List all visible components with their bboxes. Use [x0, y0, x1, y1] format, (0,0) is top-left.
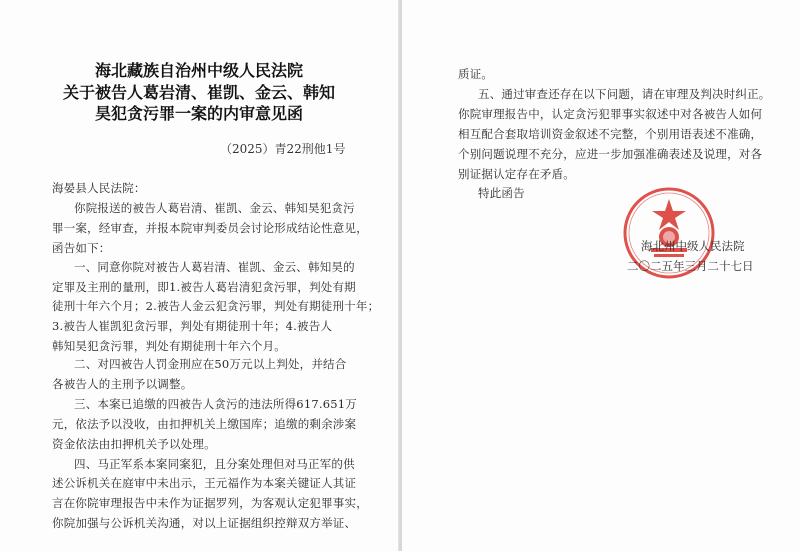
body-line: 3.被告人崔凯犯贪污罪，判处有期徒刑十年；4.被告人 [52, 319, 333, 333]
body-line: 罪一案，经审查，并报本院审判委员会讨论形成结论性意见， [52, 221, 368, 235]
addressee: 海晏县人民法院： [52, 181, 146, 195]
body-line: 五、通过审查还存在以下问题，请在审理及判决时纠正。 [478, 87, 771, 101]
body-line: 四、马正军系本案同案犯，且分案处理但对马正军的供 [74, 457, 355, 471]
body-line: 函告如下： [52, 241, 111, 255]
body-line: 资金依法由扣押机关予以处理。 [52, 437, 216, 451]
document-title-line-2: 关于被告人葛岩清、崔凯、金云、韩知 [62, 83, 335, 102]
body-line: 你院报送的被告人葛岩清、崔凯、金云、韩知昊犯贪污 [74, 201, 355, 215]
signature-date: 二〇二五年三月二十七日 [627, 259, 754, 273]
body-line: 个别问题说理不充分，应进一步加强准确表述及说理，对各 [458, 147, 763, 161]
body-line: 韩知昊犯贪污罪，判处有期徒刑十年六个月。 [52, 339, 286, 353]
body-line: 质证。 [458, 67, 494, 81]
body-line: 言在你院审理报告中未作为证据罗列，为客观认定犯罪事实， [52, 496, 368, 510]
body-line: 徒刑十年六个月；2.被告人金云犯贪污罪，判处有期徒刑十年； [52, 299, 380, 313]
body-line: 二、对四被告人罚金刑应在50万元以上判处，并结合 [74, 357, 347, 371]
document-title-line-3: 昊犯贪污罪一案的内审意见函 [94, 104, 303, 123]
body-line: 各被告人的主刑予以调整。 [52, 377, 193, 391]
document-title-line-1: 海北藏族自治州中级人民法院 [94, 61, 303, 80]
letter-page-right [402, 0, 800, 551]
signature-court-name: 海北州中级人民法院 [641, 239, 745, 253]
body-line: 三、本案已追缴的四被告人贪污的违法所得617.651万 [74, 397, 357, 411]
body-line: 别证据认定存在矛盾。 [458, 167, 575, 181]
document-number: （2025）青22刑他1号 [220, 142, 346, 156]
body-line: 定罪及主刑的量刑，即1.被告人葛岩清犯贪污罪，判处有期 [52, 280, 356, 294]
body-line: 你院审理报告中，认定贪污犯罪事实叙述中对各被告人如何 [458, 107, 763, 121]
body-line: 一、同意你院对被告人葛岩清、崔凯、金云、韩知昊的 [74, 260, 355, 274]
closing-phrase: 特此函告 [478, 186, 525, 200]
body-line: 述公诉机关在庭审中未出示，王元福作为本案关键证人其证 [52, 476, 357, 490]
letter-page-left [0, 0, 398, 551]
body-line: 相互配合套取培训资金叙述不完整，个别用语表述不准确， [458, 127, 763, 141]
body-line: 你院加强与公诉机关沟通，对以上证据组织控辩双方举证、 [52, 516, 357, 530]
body-line: 元，依法予以没收，由扣押机关上缴国库；追缴的剩余涉案 [52, 417, 357, 431]
